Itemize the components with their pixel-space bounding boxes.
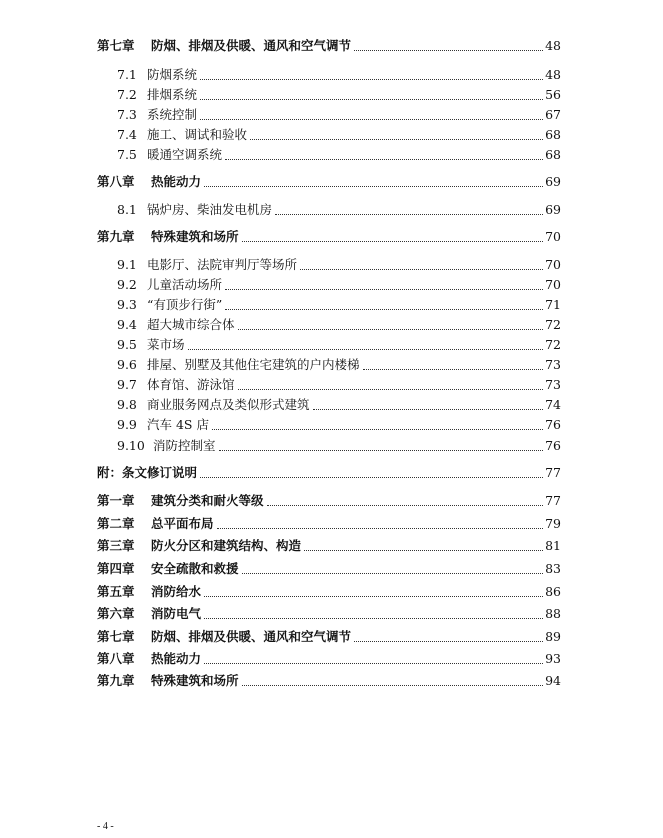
toc-subsection-entry[interactable] <box>117 297 561 313</box>
toc-entry-title: 附：条文修订说明 <box>97 465 198 480</box>
toc-entry-title: 安全疏散和救援 <box>151 561 239 576</box>
toc-entry-page-number: 93 <box>545 651 561 666</box>
toc-chapter-entry[interactable] <box>97 561 561 577</box>
toc-dot-leader <box>275 214 543 215</box>
toc-dot-leader <box>200 477 543 478</box>
toc-entry-page-number: 67 <box>545 107 561 122</box>
toc-entry-number: 9.5 <box>117 337 137 352</box>
toc-chapter-entry[interactable] <box>97 493 561 509</box>
toc-entry-title: 防烟、排烟及供暖、通风和空气调节 <box>151 38 352 53</box>
toc-subsection-entry[interactable] <box>117 417 561 433</box>
toc-entry-page-number: 86 <box>545 584 561 599</box>
toc-entry-page-number: 81 <box>545 538 561 553</box>
toc-entry-page-number: 48 <box>545 67 561 82</box>
toc-entry-number: 9.2 <box>117 277 137 292</box>
toc-entry-title: 防烟、排烟及供暖、通风和空气调节 <box>151 629 352 644</box>
toc-entry-page-number: 68 <box>545 147 561 162</box>
toc-subsection-entry[interactable] <box>117 107 561 123</box>
toc-entry-page-number: 73 <box>545 357 561 372</box>
toc-entry-page-number: 70 <box>545 229 561 244</box>
toc-dot-leader <box>204 618 543 619</box>
toc-dot-leader <box>219 450 544 451</box>
toc-subsection-entry[interactable] <box>117 357 561 373</box>
toc-dot-leader <box>204 186 543 187</box>
toc-entry-title: 暖通空调系统 <box>147 147 223 162</box>
toc-chapter-entry[interactable] <box>97 629 561 645</box>
toc-subsection-entry[interactable] <box>117 202 561 218</box>
toc-entry-number: 第九章 <box>97 673 135 688</box>
toc-entry-title: 菜市场 <box>147 337 185 352</box>
toc-dot-leader <box>354 50 543 51</box>
toc-entry-number: 第六章 <box>97 606 135 621</box>
toc-entry-number: 7.5 <box>117 147 137 162</box>
toc-entry-title: 建筑分类和耐火等级 <box>151 493 264 508</box>
toc-dot-leader <box>204 596 543 597</box>
toc-entry-title: 锅炉房、柴油发电机房 <box>147 202 273 217</box>
toc-dot-leader <box>363 369 544 370</box>
toc-entry-page-number: 68 <box>545 127 561 142</box>
toc-entry-page-number: 70 <box>545 257 561 272</box>
toc-entry-page-number: 83 <box>545 561 561 576</box>
toc-entry-title: 防火分区和建筑结构、构造 <box>151 538 302 553</box>
toc-entry-title: 系统控制 <box>147 107 198 122</box>
toc-entry-page-number: 72 <box>545 337 561 352</box>
toc-subsection-entry[interactable] <box>117 277 561 293</box>
toc-entry-title: 电影厅、法院审判厅等场所 <box>147 257 298 272</box>
toc-chapter-entry[interactable] <box>97 38 561 54</box>
toc-entry-number: 9.3 <box>117 297 137 312</box>
toc-entry-number: 7.4 <box>117 127 137 142</box>
toc-entry-number: 9.9 <box>117 417 137 432</box>
toc-dot-leader <box>250 139 543 140</box>
toc-dot-leader <box>200 119 543 120</box>
toc-entry-page-number: 69 <box>545 202 561 217</box>
toc-dot-leader <box>242 241 544 242</box>
toc-entry-title: 商业服务网点及类似形式建筑 <box>147 397 310 412</box>
toc-dot-leader <box>354 641 543 642</box>
toc-entry-title: 体育馆、游泳馆 <box>147 377 235 392</box>
toc-chapter-entry[interactable] <box>97 651 561 667</box>
toc-entry-number: 9.6 <box>117 357 137 372</box>
toc-subsection-entry[interactable] <box>117 257 561 273</box>
toc-entry-title: 特殊建筑和场所 <box>151 229 239 244</box>
toc-chapter-entry[interactable] <box>97 584 561 600</box>
toc-entry-number: 第三章 <box>97 538 135 553</box>
toc-entry-title: 儿童活动场所 <box>147 277 223 292</box>
toc-dot-leader <box>204 663 543 664</box>
toc-appendix-entry[interactable] <box>97 465 561 481</box>
toc-dot-leader <box>225 309 543 310</box>
toc-entry-title: 消防电气 <box>151 606 202 621</box>
toc-dot-leader <box>200 99 543 100</box>
toc-entry-title: 热能动力 <box>151 651 202 666</box>
toc-entry-number: 第九章 <box>97 229 135 244</box>
toc-entry-number: 第七章 <box>97 38 135 53</box>
toc-dot-leader <box>313 409 544 410</box>
toc-entry-number: 第五章 <box>97 584 135 599</box>
toc-entry-number: 9.10 <box>117 438 145 453</box>
toc-chapter-entry[interactable] <box>97 538 561 554</box>
toc-dot-leader <box>267 505 544 506</box>
toc-entry-title: 施工、调试和验收 <box>147 127 248 142</box>
toc-entry-page-number: 70 <box>545 277 561 292</box>
toc-subsection-entry[interactable] <box>117 337 561 353</box>
toc-entry-title: 汽车 4S 店 <box>147 417 209 432</box>
toc-entry-title: 超大城市综合体 <box>147 317 235 332</box>
toc-entry-number: 7.3 <box>117 107 137 122</box>
page-number-footer: - 4 - <box>97 821 114 832</box>
toc-entry-number: 9.4 <box>117 317 137 332</box>
toc-dot-leader <box>242 685 544 686</box>
toc-dot-leader <box>304 550 543 551</box>
toc-subsection-entry[interactable] <box>117 317 561 333</box>
toc-entry-title: 防烟系统 <box>147 67 198 82</box>
toc-entry-page-number: 89 <box>545 629 561 644</box>
toc-dot-leader <box>217 528 544 529</box>
toc-entry-page-number: 79 <box>545 516 561 531</box>
toc-subsection-entry[interactable] <box>117 127 561 143</box>
toc-entry-number: 9.8 <box>117 397 137 412</box>
toc-entry-page-number: 94 <box>545 673 561 688</box>
toc-subsection-entry[interactable] <box>117 147 561 163</box>
toc-entry-page-number: 69 <box>545 174 561 189</box>
toc-entry-title: 消防给水 <box>151 584 202 599</box>
toc-entry-number: 9.1 <box>117 257 137 272</box>
toc-entry-page-number: 77 <box>545 465 561 480</box>
toc-entry-number: 9.7 <box>117 377 137 392</box>
toc-dot-leader <box>242 573 544 574</box>
toc-entry-number: 第四章 <box>97 561 135 576</box>
toc-entry-page-number: 74 <box>545 397 561 412</box>
toc-subsection-entry[interactable] <box>117 377 561 393</box>
toc-entry-page-number: 71 <box>545 297 561 312</box>
toc-chapter-entry[interactable] <box>97 606 561 622</box>
toc-entry-title: 特殊建筑和场所 <box>151 673 239 688</box>
toc-subsection-entry[interactable] <box>117 397 561 413</box>
toc-entry-title: 消防控制室 <box>153 438 216 453</box>
toc-entry-page-number: 77 <box>545 493 561 508</box>
toc-entry-page-number: 48 <box>545 38 561 53</box>
toc-entry-number: 第一章 <box>97 493 135 508</box>
toc-subsection-entry[interactable] <box>117 87 561 103</box>
toc-dot-leader <box>200 79 543 80</box>
toc-dot-leader <box>238 329 544 330</box>
toc-chapter-entry[interactable] <box>97 516 561 532</box>
toc-entry-number: 7.1 <box>117 67 137 82</box>
toc-entry-number: 第二章 <box>97 516 135 531</box>
toc-entry-page-number: 72 <box>545 317 561 332</box>
toc-entry-number: 8.1 <box>117 202 137 217</box>
toc-dot-leader <box>225 159 543 160</box>
toc-subsection-entry[interactable] <box>117 67 561 83</box>
toc-entry-title: 排烟系统 <box>147 87 198 102</box>
toc-subsection-entry[interactable] <box>117 438 561 454</box>
toc-entry-title: “有顶步行街” <box>147 297 223 312</box>
toc-chapter-entry[interactable] <box>97 174 561 190</box>
toc-dot-leader <box>212 429 543 430</box>
toc-chapter-entry[interactable] <box>97 673 561 689</box>
toc-dot-leader <box>225 289 543 290</box>
toc-entry-number: 第七章 <box>97 629 135 644</box>
toc-entry-number: 第八章 <box>97 174 135 189</box>
toc-chapter-entry[interactable] <box>97 229 561 245</box>
toc-entry-number: 第八章 <box>97 651 135 666</box>
toc-entry-page-number: 76 <box>545 417 561 432</box>
toc-dot-leader <box>188 349 544 350</box>
toc-entry-page-number: 88 <box>545 606 561 621</box>
toc-entry-page-number: 56 <box>545 87 561 102</box>
toc-dot-leader <box>300 269 543 270</box>
toc-entry-title: 排屋、别墅及其他住宅建筑的户内楼梯 <box>147 357 360 372</box>
toc-entry-title: 总平面布局 <box>151 516 214 531</box>
toc-entry-title: 热能动力 <box>151 174 202 189</box>
toc-dot-leader <box>238 389 544 390</box>
toc-entry-page-number: 76 <box>545 438 561 453</box>
toc-entry-number: 7.2 <box>117 87 137 102</box>
toc-entry-page-number: 73 <box>545 377 561 392</box>
